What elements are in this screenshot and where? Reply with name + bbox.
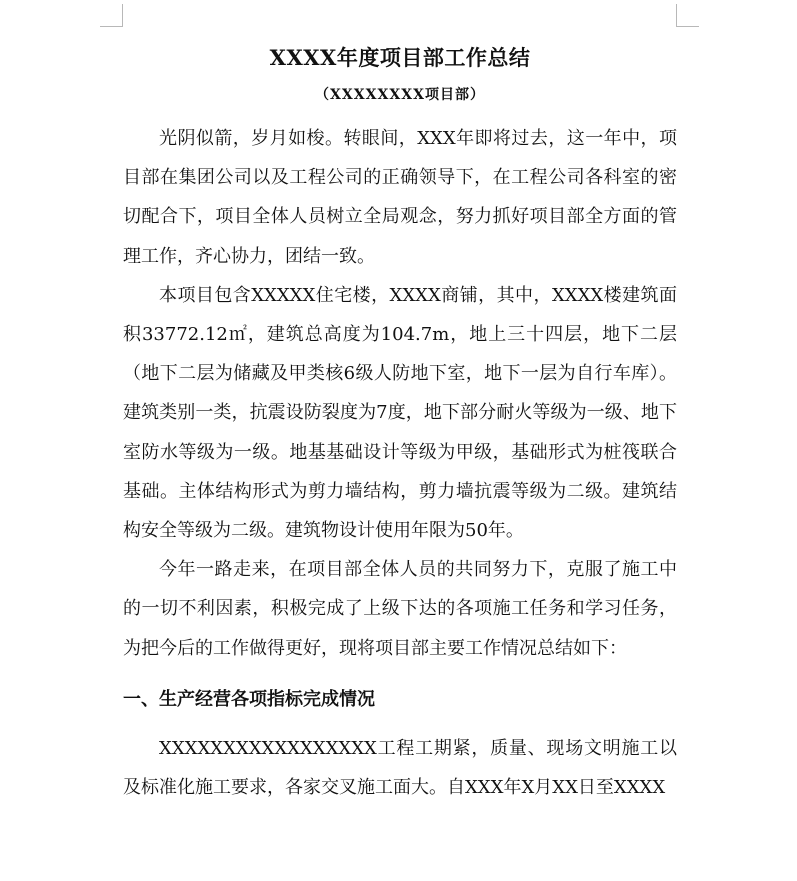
document-body (123, 36, 677, 807)
paragraph-project-overview: 本项目包含XXXXX住宅楼，XXXX商铺，其中，XXXX楼建筑面积33772.12㎡，建筑总高度为104.7m，地上三十四层，地下二层（地下二层为储藏及甲类核6级人防地下室，地下一层为自行车库）。建筑类别一类，抗震设防裂度为7度，地下部分耐火等级为一级、地下室防水等级为一级。地基基础设计等级为甲级，基础形式为桩筏联合基础。主体结构形式为剪力墙结构，剪力墙抗震等级为二级。建筑结构安全等级为二级。建筑物设计使用年限为50年。 (123, 284, 677, 542)
document-title: XXXX年度项目部工作总结 (269, 45, 531, 70)
paragraph-summary-lead: 今年一路走来，在项目部全体人员的共同努力下，克服了施工中的一切不利因素，积极完成了上级下达的各项施工任务和学习任务，为把今后的工作做得更好，现将项目部主要工作情况总结如下： (123, 559, 677, 659)
paragraph-section-one: XXXXXXXXXXXXXXXXX工程工期紧，质量、现场文明施工以及标准化施工要求，各家交叉施工面大。自XXX年X月XX日至XXXX (123, 737, 677, 799)
margin-mark-top-left (100, 4, 123, 27)
document-subtitle: （XXXXXXXX项目部） (315, 87, 485, 103)
margin-mark-top-right (676, 4, 699, 27)
section-heading: 一、生产经营各项指标完成情况 (123, 688, 375, 710)
paragraph-intro: 光阴似箭，岁月如梭。转眼间，XXX年即将过去，这一年中，项目部在集团公司以及工程公司的正确领导下，在工程公司各科室的密切配合下，项目全体人员树立全局观念，努力抓好项目部全方面的管理工作，齐心协力，团结一致。 (123, 128, 677, 267)
